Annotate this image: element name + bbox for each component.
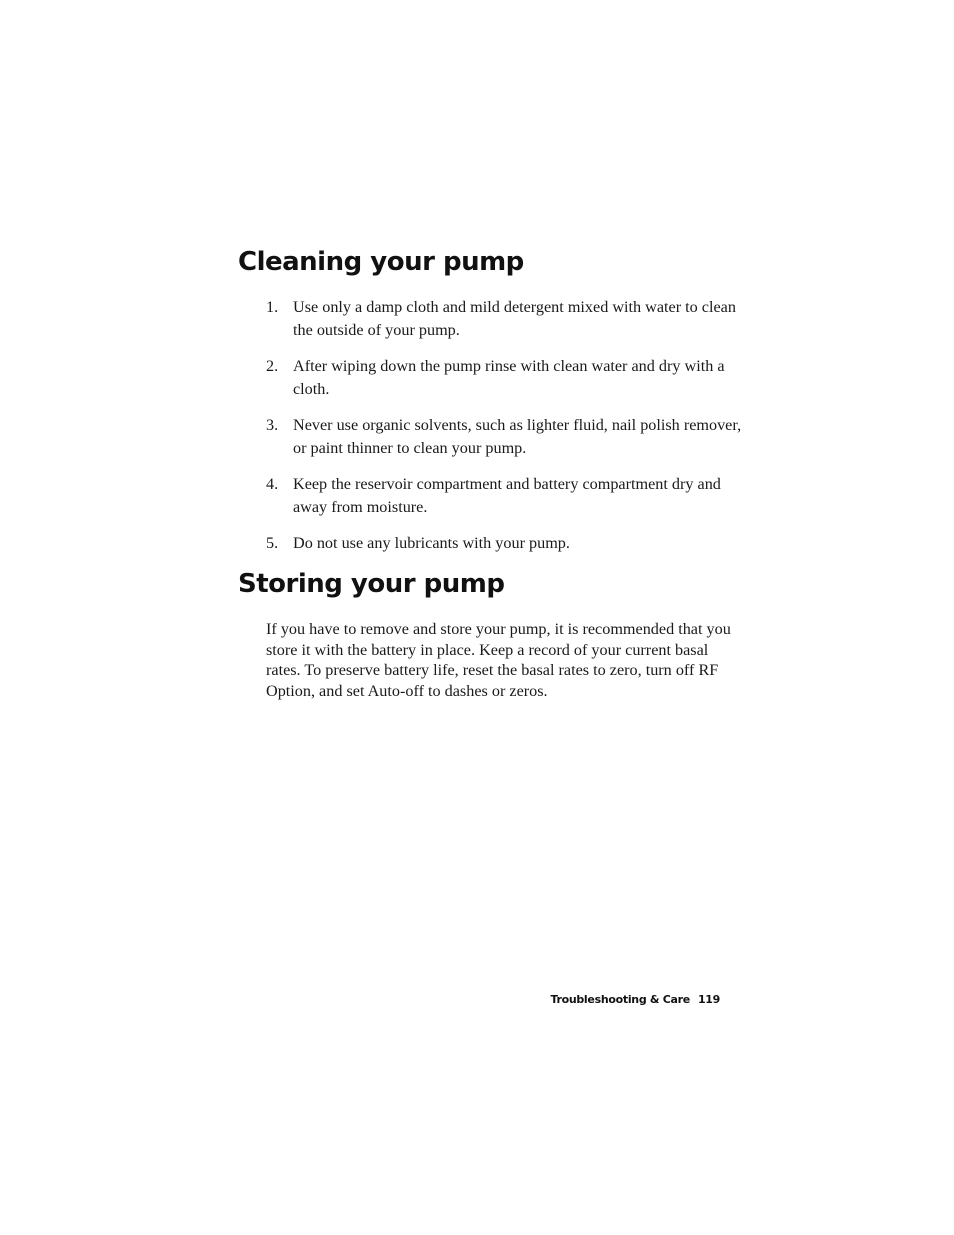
list-item — [266, 473, 746, 519]
step-number: 1. — [266, 298, 279, 316]
list-item — [266, 355, 746, 401]
list-item — [266, 296, 746, 342]
step-text: Use only a damp cloth and mild detergent mixed with water to clean the outside of your pump. — [293, 298, 736, 339]
storing-heading: Storing your pump — [238, 569, 505, 599]
storing-paragraph: If you have to remove and store your pump, it is recommended that you store it with the battery in place. Keep a record of your current basal rates. To preserve battery life, reset the basal rates to zero, turn off RF Option, and set Auto-off to dashes or zeros. — [266, 620, 731, 700]
list-item — [266, 532, 746, 555]
step-number: 4. — [266, 475, 279, 493]
step-number: 5. — [266, 534, 279, 552]
step-text: Do not use any lubricants with your pump. — [293, 534, 570, 552]
step-text: Keep the reservoir compartment and battery compartment dry and away from moisture. — [293, 475, 721, 516]
page-number: 119 — [697, 993, 720, 1006]
step-text: Never use organic solvents, such as lighter fluid, nail polish remover, or paint thinner to clean your pump. — [293, 416, 742, 457]
page-footer — [480, 993, 720, 1006]
list-item — [266, 414, 746, 460]
step-number: 3. — [266, 416, 279, 434]
cleaning-heading: Cleaning your pump — [238, 247, 524, 277]
step-text: After wiping down the pump rinse with clean water and dry with a cloth. — [293, 357, 725, 398]
step-number: 2. — [266, 357, 279, 375]
cleaning-steps-list — [266, 296, 746, 568]
footer-chapter-title: Troubleshooting & Care — [550, 993, 690, 1006]
